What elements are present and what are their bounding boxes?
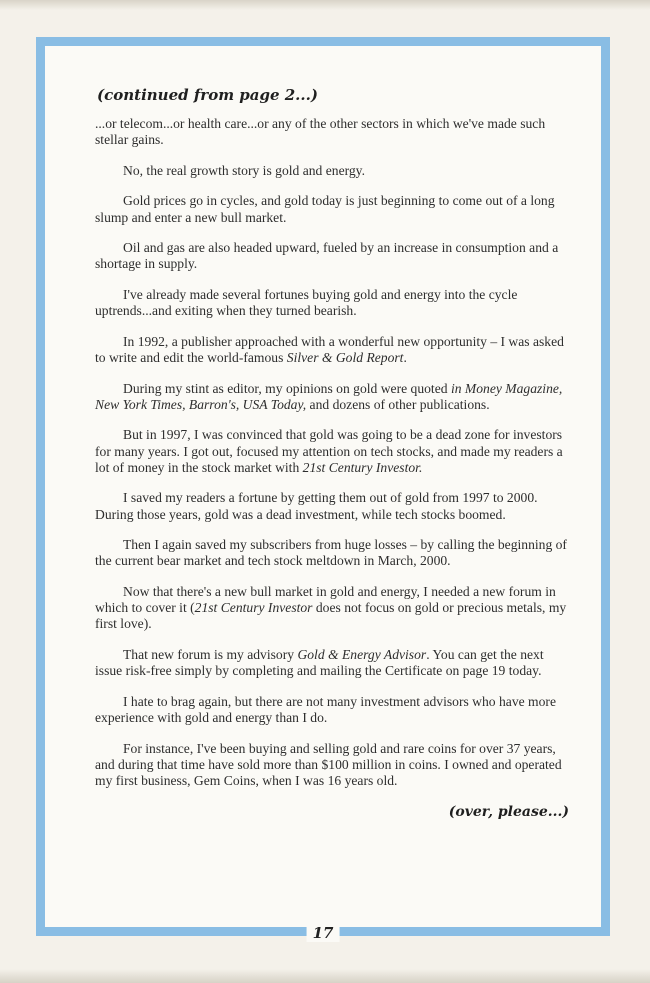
page-body: [45, 46, 601, 942]
paragraph-text: . You can get the next issue risk-free simply by completing and mailing the Certificate on page 19 today.: [95, 646, 544, 679]
italic-text: Silver & Gold Report: [286, 349, 404, 365]
continued-heading: (continued from page 2...): [97, 86, 318, 104]
paragraph-text: During my stint as editor, my opinions on gold were quoted: [123, 380, 451, 396]
paragraph: [95, 193, 569, 225]
paragraph-text: I've already made several fortunes buying gold and energy into the cycle uptrends...and exiting when they turned bearish.: [95, 286, 518, 319]
article-paragraphs: [95, 116, 569, 789]
paragraph-text: In 1992, a publisher approached with a wonderful new opportunity – I was asked to write and edit the world-famous: [95, 333, 564, 365]
paragraph-text: I saved my readers a fortune by getting them out of gold from 1997 to 2000. During those years, gold was a dead investment, while tech stocks boomed.: [95, 490, 538, 522]
paragraph: [95, 741, 569, 790]
paragraph: [95, 647, 569, 679]
paragraph-text: But in 1997, I was convinced that gold was going to be a dead zone for investors for many years. I got out, focused my attention on tech stocks, and made my readers a lot of money in the stock market with: [95, 427, 563, 475]
paragraph-text: That new forum is my advisory: [123, 646, 298, 662]
paragraph-text: I hate to brag again, but there are not many investment advisors who have more experience with gold and energy than I do.: [95, 693, 556, 725]
paragraph: [95, 490, 569, 522]
over-please-note: (over, please...): [448, 803, 569, 820]
page-bottom-edge: [0, 969, 650, 983]
paragraph-text: No, the real growth story is gold and energy.: [123, 162, 365, 178]
paragraph: [95, 427, 569, 476]
paragraph: [95, 116, 569, 148]
paragraph-text: ...or telecom...or health care...or any of the other sectors in which we've made such stellar gains.: [95, 116, 546, 148]
italic-text: 21st Century Investor: [194, 600, 313, 616]
page-number: 17: [307, 924, 340, 942]
page-top-edge: [0, 0, 650, 10]
paragraph: [95, 334, 569, 366]
paragraph-text: Now that there's a new bull market in gold and energy, I needed a new forum in which to cover it (: [95, 583, 556, 616]
paragraph-text: Then I again saved my subscribers from huge losses – by calling the beginning of the current bear market and tech stock meltdown in March, 2000.: [95, 537, 567, 569]
italic-text: in Money Magazine, New York Times, Barron's, USA Today,: [95, 380, 563, 412]
paragraph: [95, 537, 569, 569]
italic-text: 21st Century Investor.: [302, 459, 423, 475]
page-border-frame: [36, 37, 610, 942]
paragraph-text: For instance, I've been buying and selling gold and rare coins for over 37 years, and during that time have sold more than $100 million in coins. I owned and operated my first business, Gem Coins, when I was 16 years old.: [95, 740, 562, 788]
paragraph: [95, 163, 569, 179]
paragraph: [95, 584, 569, 633]
paragraph: [95, 694, 569, 726]
paragraph: [95, 240, 569, 272]
paragraph-text: Oil and gas are also headed upward, fueled by an increase in consumption and a shortage in supply.: [95, 240, 559, 272]
paragraph-text: Gold prices go in cycles, and gold today is just beginning to come out of a long slump and enter a new bull market.: [95, 193, 555, 225]
paragraph-text: .: [403, 349, 407, 365]
italic-text: Gold & Energy Advisor: [297, 646, 427, 662]
article-content: [95, 86, 569, 820]
paragraph-text: does not focus on gold or precious metals, my first love).: [95, 600, 567, 632]
paragraph: [95, 381, 569, 413]
paragraph: [95, 287, 569, 319]
paragraph-text: and dozens of other publications.: [306, 396, 490, 412]
